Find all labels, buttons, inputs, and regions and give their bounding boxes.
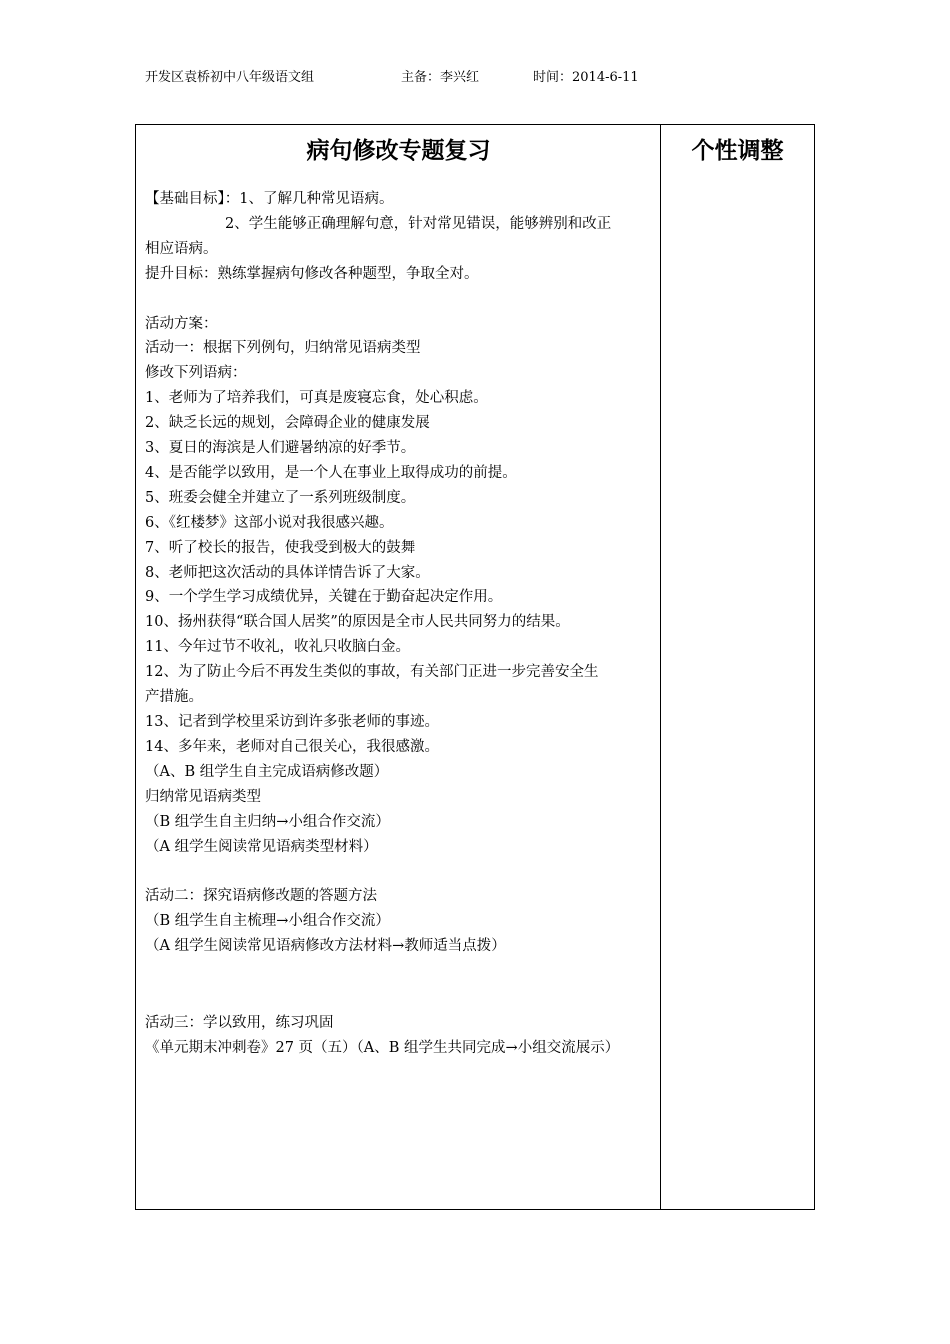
activity2-title: 活动二：探究语病修改题的答题方法: [145, 888, 377, 905]
list-item: 10、扬州获得“联合国人居奖”的原因是全市人民共同努力的结果。: [145, 614, 570, 631]
activity1-note-ab: （A、B 组学生自主完成语病修改题）: [145, 763, 389, 780]
lesson-table: [135, 124, 815, 1210]
list-item: 2、缺乏长远的规划，会障碍企业的健康发展: [145, 415, 430, 432]
activity1-note-a: （A 组学生阅读常见语病类型材料）: [145, 838, 378, 855]
main-column: [136, 125, 660, 1061]
lesson-title: 病句修改专题复习: [306, 137, 491, 164]
list-item: 11、今年过节不收礼，收礼只收脑白金。: [145, 639, 410, 656]
basic-goal-1: 【基础目标】：1、了解几种常见语病。: [145, 191, 394, 207]
activity3-title: 活动三：学以致用，练习巩固: [145, 1015, 334, 1032]
list-item: 9、一个学生学习成绩优异，关键在于勤奋起决定作用。: [145, 589, 503, 606]
advanced-goal: 提升目标：熟练掌握病句修改各种题型，争取全对。: [145, 265, 479, 282]
header-date: 时间：2014-6-11: [533, 70, 639, 85]
list-item: 12、为了防止今后不再发生类似的事故，有关部门正进一步完善安全生: [145, 664, 599, 681]
list-item: 5、班委会健全并建立了一系列班级制度。: [145, 489, 416, 506]
spacer: [145, 287, 652, 312]
activity1-title: 活动一：根据下列例句，归纳常见语病类型: [145, 340, 421, 357]
list-item: 1、老师为了培养我们，可真是废寝忘食，处心积虑。: [145, 390, 488, 407]
activity1-summary: 归纳常见语病类型: [145, 788, 261, 805]
activity1-note-b: （B 组学生自主归纳→小组合作交流）: [145, 813, 390, 830]
activity1-instruction: 修改下列语病：: [145, 365, 247, 382]
activity3-detail: 《单元期末冲刺卷》27 页（五）（A、B 组学生共同完成→小组交流展示）: [145, 1039, 620, 1056]
activity2-note-a: （A 组学生阅读常见语病修改方法材料→教师适当点拨）: [145, 938, 506, 955]
list-item: 8、老师把这次活动的具体详情告诉了大家。: [145, 564, 430, 581]
list-item: 13、记者到学校里采访到许多张老师的事迹。: [145, 714, 439, 731]
list-item: 7、听了校长的报告，使我受到极大的鼓舞: [145, 539, 416, 556]
basic-goal-2: 2、学生能够正确理解句意，针对常见错误，能够辨别和改正: [225, 215, 612, 232]
side-title: 个性调整: [691, 137, 784, 164]
list-item: 6、《红楼梦》这部小说对我很感兴趣。: [145, 514, 394, 531]
header-preparer: 主备：李兴红: [401, 70, 480, 85]
page-header: [145, 66, 639, 85]
list-item: 4、是否能学以致用，是一个人在事业上取得成功的前提。: [145, 464, 517, 481]
list-item: 产措施。: [145, 689, 203, 706]
spacer: [145, 959, 652, 1011]
plan-label: 活动方案：: [145, 315, 218, 332]
list-item: 3、夏日的海滨是人们避暑纳凉的好季节。: [145, 440, 416, 457]
list-item: 14、多年来，老师对自己很关心，我很感激。: [145, 738, 439, 755]
basic-goal-2-cont: 相应语病。: [145, 240, 218, 257]
lesson-content: [145, 187, 652, 1061]
activity2-note-b: （B 组学生自主梳理→小组合作交流）: [145, 913, 390, 930]
header-group: 开发区袁桥初中八年级语文组: [145, 70, 315, 85]
side-column: [661, 125, 814, 167]
spacer: [145, 859, 652, 884]
column-divider: [660, 125, 661, 1209]
